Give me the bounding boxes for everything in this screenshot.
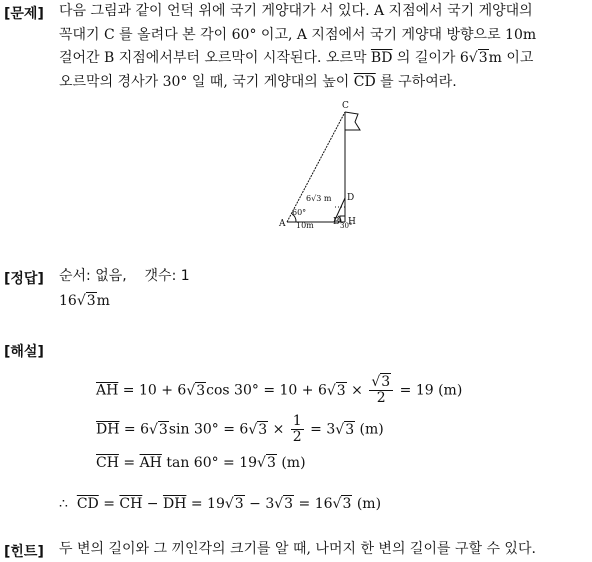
label-c: C [342,101,349,111]
answer-order: 순서: 없음, [59,268,127,284]
fraction: $\frac{1}{2}$ [292,413,302,445]
label-ab-length: 10m [296,221,314,230]
solution-eq-1: $\overline{AH} = 10 + 6√3\cos$ 30° = 10 + 6√3 × $\frac{√3}{2}$ = 19 (m) [96,374,463,406]
sight-line-ac [287,112,345,222]
problem-line-4-part-a: 오르막의 경사가 30° 일 때, 국기 게양대의 높이 [59,73,350,90]
problem-line-3-part-a: 걸어간 B 지점에서부터 오르막이 시작된다. 오르막 [59,50,367,66]
label-a: A [279,219,286,229]
flag [345,112,360,130]
hint-tag: [힌트] [4,544,44,560]
fraction: $\frac{√3}{2}$ [369,375,393,406]
answer-count: 갯수: 1 [144,268,190,284]
problem-line-3-part-c: m 이고 [488,50,534,66]
problem-line-1: 다음 그림과 같이 언덕 위에 국기 게양대가 서 있다. A 지점에서 국기 게양대의 [59,3,533,19]
solution-tag: [해설] [4,344,44,360]
problem-line-2: 꼭대기 C 를 올려다 본 각이 60° 이고, A 지점에서 국기 게양대 방향으로 10m [59,26,537,43]
label-angle-a: 60° [292,208,307,217]
therefore-symbol: ∴ [59,496,68,512]
segment-bd: $\overline{BD}$ [370,50,393,66]
solution-eq-2: $\overline{DH} = 6√3\sin$ 30° = 6√3 × $\frac{1}{2}$ = 3√3 (m) [96,413,384,445]
problem-tag: [문제] [4,6,44,22]
solution-eq-3: $\overline{CH} = \overline{AH}$ tan 60° = 19√3 (m) [96,455,306,471]
sqrt-symbol: √3 [76,293,96,309]
answer-tag: [정답] [4,271,44,287]
answer-meta [59,265,190,289]
label-bd-length: 6√3 m [306,194,332,203]
segment-cd: $\overline{CD}$ [353,73,376,90]
answer-value: 16√3m [59,290,110,314]
problem-line-4-part-b: 를 구하여라. [380,73,457,90]
sqrt-symbol: √3 [468,50,488,66]
label-angle-b: 30° [340,222,353,230]
label-b: B [333,217,340,227]
hint-text: 두 변의 길이와 그 끼인각의 크기를 알 때, 나머지 한 변의 길이를 구할 수 있다. [59,541,536,557]
label-h: H [348,217,356,227]
label-d: D [347,193,355,203]
solution-eq-4: ∴ $\overline{CD} = \overline{CH} - \overline{DH} = 19√3 - 3√3 = 16√3$ (m) [59,496,382,512]
problem-line-3-part-b: 의 길이가 6 [396,50,469,66]
